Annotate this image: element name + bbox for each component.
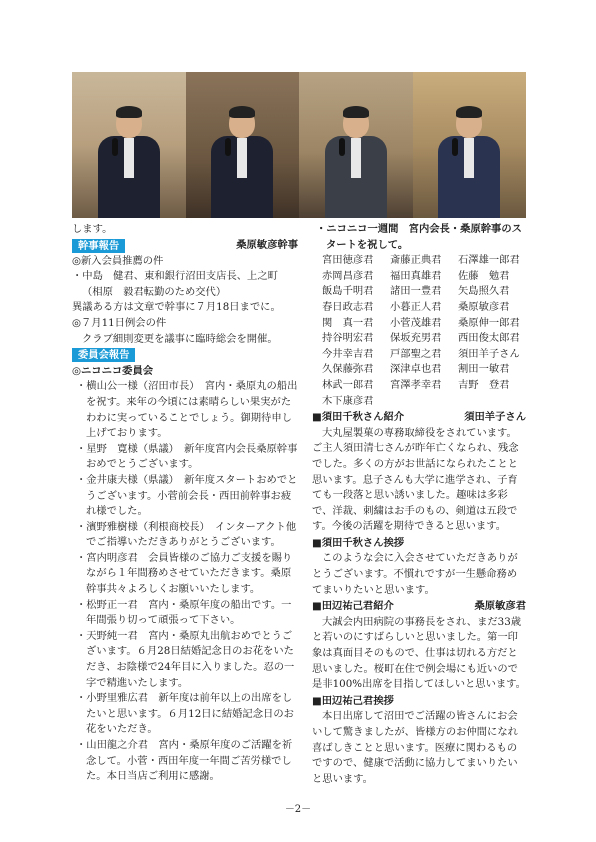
member-name: 林武一郎君 [322, 378, 374, 391]
photo-speaker-3 [299, 72, 413, 218]
member-name: 深津卓也君 [390, 363, 442, 376]
committee-entry: ・天野純一君 宮内・桑原丸出航おめでとうございます。６月28日結婚記念日のお花をいただき、お陰様で24年目に入りました。忍の一字で精進いたします。 [76, 629, 295, 689]
member-name: 持谷明宏君 [322, 332, 374, 345]
member-name: 割田一敏君 [458, 363, 510, 376]
committee-report-badge: 委員会報告 [72, 348, 135, 362]
committee-entries [72, 379, 298, 784]
speaker-figure [211, 108, 273, 218]
member-name: 斎藤正典君 [390, 254, 442, 267]
member-name-grid [312, 253, 526, 409]
secretary-item: ・中島 健君、東和銀行沼田支店長、上之町 [72, 270, 278, 283]
committee-entry: ・山田龍之介君 宮内・桑原年度のご活躍を祈念して。小菅・西田年度一年間ご苦労様でした。本日当店ご利用に感謝。 [76, 739, 293, 783]
speaker-figure [325, 108, 387, 218]
committee-entry: ・横山公一様（沼田市長） 宮内・桑原丸の船出を祝す。来年の今頃には素晴らしい果実がたわわに実っていることでしょう。御期待申し上げております。 [76, 380, 298, 440]
secretary-name: 桑原敏彦幹事 [236, 238, 298, 251]
secretary-item: ◎新入会員推薦の件 [72, 254, 164, 267]
section-title: ■田辺祐己君挨拶 [312, 694, 394, 707]
nico-week-title: ・ニコニコ一週間 宮内会長・桑原幹事のスタートを祝して。 [316, 223, 522, 251]
member-name: 戸部聖之君 [390, 347, 442, 360]
secretary-item: （相原 毅君転勤のため交代） [82, 285, 227, 298]
secretary-items [72, 254, 298, 348]
member-name: 宮田徳彦君 [322, 254, 374, 267]
member-name: 西田俊太郎君 [458, 332, 520, 345]
photo-speaker-4 [413, 72, 527, 218]
member-name: 桑原敏彦君 [458, 300, 510, 313]
committee-title: ◎ニコニコ委員会 [72, 364, 154, 377]
photo-speaker-2 [186, 72, 300, 218]
section-byline: 須田羊子さん [464, 411, 526, 424]
introduction-sections [312, 410, 526, 787]
secretary-item: ◎７月11日例会の件 [72, 316, 167, 329]
member-name [458, 394, 526, 410]
member-name: 関 真一君 [322, 316, 374, 329]
committee-entry: ・松野正一君 宮内・桑原年度の船出です。一年間張り切って頑張って下さい。 [76, 598, 292, 627]
member-name: 小菅茂雄君 [390, 316, 442, 329]
section-body: 大誠会内田病院の事務長をされ、まだ33歳と若いのにすばらしいと思いました。第一印象は真面目そのもので、仕事は切れる方だと思いました。桜町在住で例会場にも近いので是非100%出席を目指してほしいと思います。 [312, 615, 526, 691]
section-body: 本日出席して沼田でご活躍の皆さんにお会いして驚きましたが、皆様方のお仲間になれ喜ばしきことと思います。医療に関わるものですので、健康で活動に協力してまいりたいと思います。 [312, 710, 518, 785]
committee-entry: ・小野里雅広君 新年度は前年以上の出席をしたいと思います。６月12日に結婚記念日のお花をいただき。 [76, 692, 294, 736]
committee-entry: ・金井康夫様（県議） 新年度スタートおめでとうございます。小菅前会長・西田前幹事お疲れ様でした。 [76, 473, 298, 518]
secretary-report-header [72, 238, 298, 254]
member-name: 今井幸吉君 [322, 347, 374, 360]
section-title: ■須田千秋さん挨拶 [312, 536, 405, 549]
left-column [72, 222, 298, 785]
secretary-item: クラブ細則変更を議事に臨時総会を開催。 [82, 332, 278, 345]
page-number: －2－ [284, 804, 312, 815]
continued-text: します。 [72, 223, 113, 235]
member-name: 小暮正人君 [390, 300, 442, 313]
speaker-figure [438, 108, 500, 218]
member-name: 久保藤弥君 [322, 363, 374, 376]
member-name: 保坂充男君 [390, 332, 442, 345]
committee-entry: ・星野 寛様（県議） 新年度宮内会長桑原幹事おめでとうございます。 [76, 442, 298, 471]
member-name: 宮澤孝幸君 [390, 378, 442, 391]
member-name: 赤岡昌彦君 [322, 269, 374, 282]
section-header [312, 536, 526, 552]
member-name: 福田真雄君 [390, 269, 442, 282]
photo-speaker-1 [72, 72, 186, 218]
member-name: 須田羊子さん [458, 347, 520, 360]
member-name: 吉野 登君 [458, 378, 510, 391]
committee-entry: ・宮内明彦君 会員皆様のご協力ご支援を賜りながら１年間務めさせていただきます。桑原幹事共々よろしくお願いいたします。 [76, 551, 293, 596]
section-title: ■須田千秋さん紹介 [312, 411, 405, 424]
section-byline: 桑原敏彦君 [474, 600, 526, 613]
photo-strip [72, 72, 526, 218]
section-header [312, 599, 526, 615]
speaker-figure [98, 108, 160, 218]
section-body: 大丸屋製菓の専務取締役をされています。ご主人須田清七さんが昨年亡くなられ、残念でした。多くの方がお世話になられたことと思います。息子さんも大学に進学され、子育ても一段落と思い誘いました。趣味は多彩で、洋裁、刺繍はお手のもの、剣道は五段です。今後の活躍を期待できると思います。 [312, 426, 519, 533]
member-name: 佐藤 勉君 [458, 269, 510, 282]
member-name: 石澤雄一郎君 [458, 254, 520, 267]
secretary-item: 異議ある方は文章で幹事に７月18日までに。 [72, 301, 281, 314]
section-header [312, 410, 526, 426]
member-name: 矢島照久君 [458, 285, 510, 298]
member-name: 木下康彦君 [322, 394, 374, 407]
secretary-report-badge: 幹事報告 [72, 239, 125, 253]
right-column [312, 222, 526, 787]
member-name [390, 394, 458, 410]
section-header [312, 694, 526, 710]
member-name: 桑原伸一郎君 [458, 316, 520, 329]
committee-entry: ・濱野雅樹様（利根商校長） インターアクト他でご指導いただきありがとうございます。 [76, 520, 297, 549]
member-name: 春日政志君 [322, 300, 374, 313]
member-name: 諸田一豊君 [390, 285, 442, 298]
member-name: 飯島千明君 [322, 285, 374, 298]
section-body: このような会に入会させていただきありがとうございます。不慣れですが一生懸命務めてまいりたいと思います。 [312, 552, 518, 596]
section-title: ■田辺祐己君紹介 [312, 600, 394, 613]
